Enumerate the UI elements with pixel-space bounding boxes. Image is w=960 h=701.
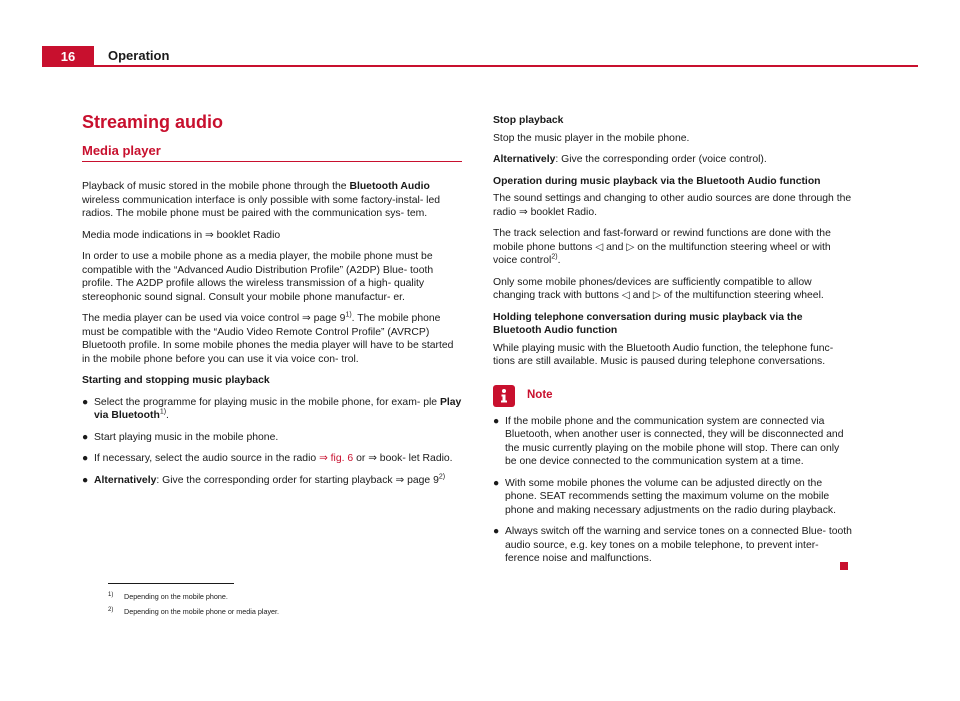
left-column — [82, 112, 462, 495]
list-item: ● With some mobile phones the volume can be adjusted directly on the phone. SEAT recommends setting the maximum volume on the mobile phone and making necessary adjustments on the radio during playback. — [493, 477, 836, 516]
paragraph-a2dp: In order to use a mobile phone as a media player, the mobile phone must be compatible with the “Advanced Audio Distribution Profile” (A2DP) Blue- tooth profile. The A2DP profile allows the wireless transmission of a high- quality stereophonic sound signal. Consult your mobile phone manufactur- er. — [82, 251, 434, 303]
subheading-operation: Operation during music playback via the Bluetooth Audio function — [493, 175, 821, 187]
note-header — [493, 385, 853, 407]
note-label: Note — [527, 388, 553, 401]
list-item: ● Always switch off the warning and service tones on a connected Blue- tooth audio source, e.g. key tones on a mobile telephone, to prevent inter- ference noise and malfunctions. — [493, 526, 852, 564]
paragraph-alternatively: Alternatively: Give the corresponding order (voice control). — [493, 154, 767, 165]
bullet-icon: ● — [493, 477, 500, 489]
paragraph-media-mode: Media mode indications in ⇒ booklet Radio — [82, 229, 281, 241]
paragraph-sound-settings: The sound settings and changing to other audio sources are done through the radio ⇒ booklet Radio. — [493, 193, 852, 218]
footnote: 1) Depending on the mobile phone. — [108, 592, 228, 601]
fig-6-link[interactable]: ⇒ fig. 6 — [319, 453, 354, 464]
section-title: Streaming audio — [82, 112, 224, 132]
right-column — [493, 114, 853, 574]
footnote-rule — [108, 583, 234, 584]
paragraph-intro: Playback of music stored in the mobile phone through the Bluetooth Audio wireless communication interface is only possible with some factory-instal- led radios. The mobile phone must be paired with the communication sys- tem. — [82, 181, 441, 219]
list-item: ● If the mobile phone and the communication system are connected via Bluetooth, when another user is connected, they will be disconnected and the music currently playing on the mobile phone will stop. There can only be one device connected to the communication system at a time. — [493, 415, 844, 467]
subheading-telephone: Holding telephone conversation during music playback via the Bluetooth Audio function — [493, 311, 803, 336]
list-item: ● Start playing music in the mobile phone. — [82, 431, 279, 443]
page-number: 16 — [42, 46, 94, 67]
subsection-title: Media player — [82, 144, 462, 163]
info-icon — [493, 385, 515, 407]
bullet-icon: ● — [493, 526, 500, 537]
list-item: ● Select the programme for playing music in the mobile phone, for exam- ple Play via Bluetooth$^{1)}$. — [82, 396, 462, 421]
paragraph-track-selection: The track selection and fast-forward or rewind functions are done with the mobile phone buttons ◁ and ▷ on the multifunction steering wheel or with voice control$^{2)}$. — [493, 228, 831, 266]
bullet-icon: ● — [493, 415, 500, 427]
paragraph-voice-control: The media player can be used via voice control ⇒ page 9$^{1)}$. The mobile phone must be compatible with the “Audio Video Remote Control Profile” (AVRCP) Bluetooth profile. In some mobile phones the media player will have to be started in the mobile phone before you can use it via voice con- trol. — [82, 311, 454, 365]
bullet-icon: ● — [82, 474, 89, 486]
subheading-stop-playback: Stop playback — [493, 115, 564, 126]
paragraph-stop: Stop the music player in the mobile phone. — [493, 132, 690, 144]
header-rule — [42, 65, 918, 67]
bullet-icon: ● — [82, 453, 89, 464]
list-item: ● If necessary, select the audio source in the radio ⇒ fig. 6 or ⇒ book- let Radio. — [82, 453, 453, 464]
paragraph-telephone: While playing music with the Bluetooth Audio function, the telephone func- tions are still available. Music is paused during telephone conversations. — [493, 342, 834, 367]
paragraph-compatibility: Only some mobile phones/devices are sufficiently compatible to allow changing track with buttons ◁ and ▷ of the multifunction steering wheel. — [493, 276, 824, 301]
footnote: 2) Depending on the mobile phone or media player. — [108, 607, 280, 616]
bullet-icon: ● — [82, 431, 89, 443]
bullet-icon: ● — [82, 396, 89, 408]
subheading-start-stop: Starting and stopping music playback — [82, 375, 270, 386]
page-header-title: Operation — [108, 48, 170, 63]
list-item: ● Alternatively: Give the corresponding order for starting playback ⇒ page 9$^{2)}$ — [82, 473, 446, 486]
section-end-mark — [840, 562, 848, 570]
